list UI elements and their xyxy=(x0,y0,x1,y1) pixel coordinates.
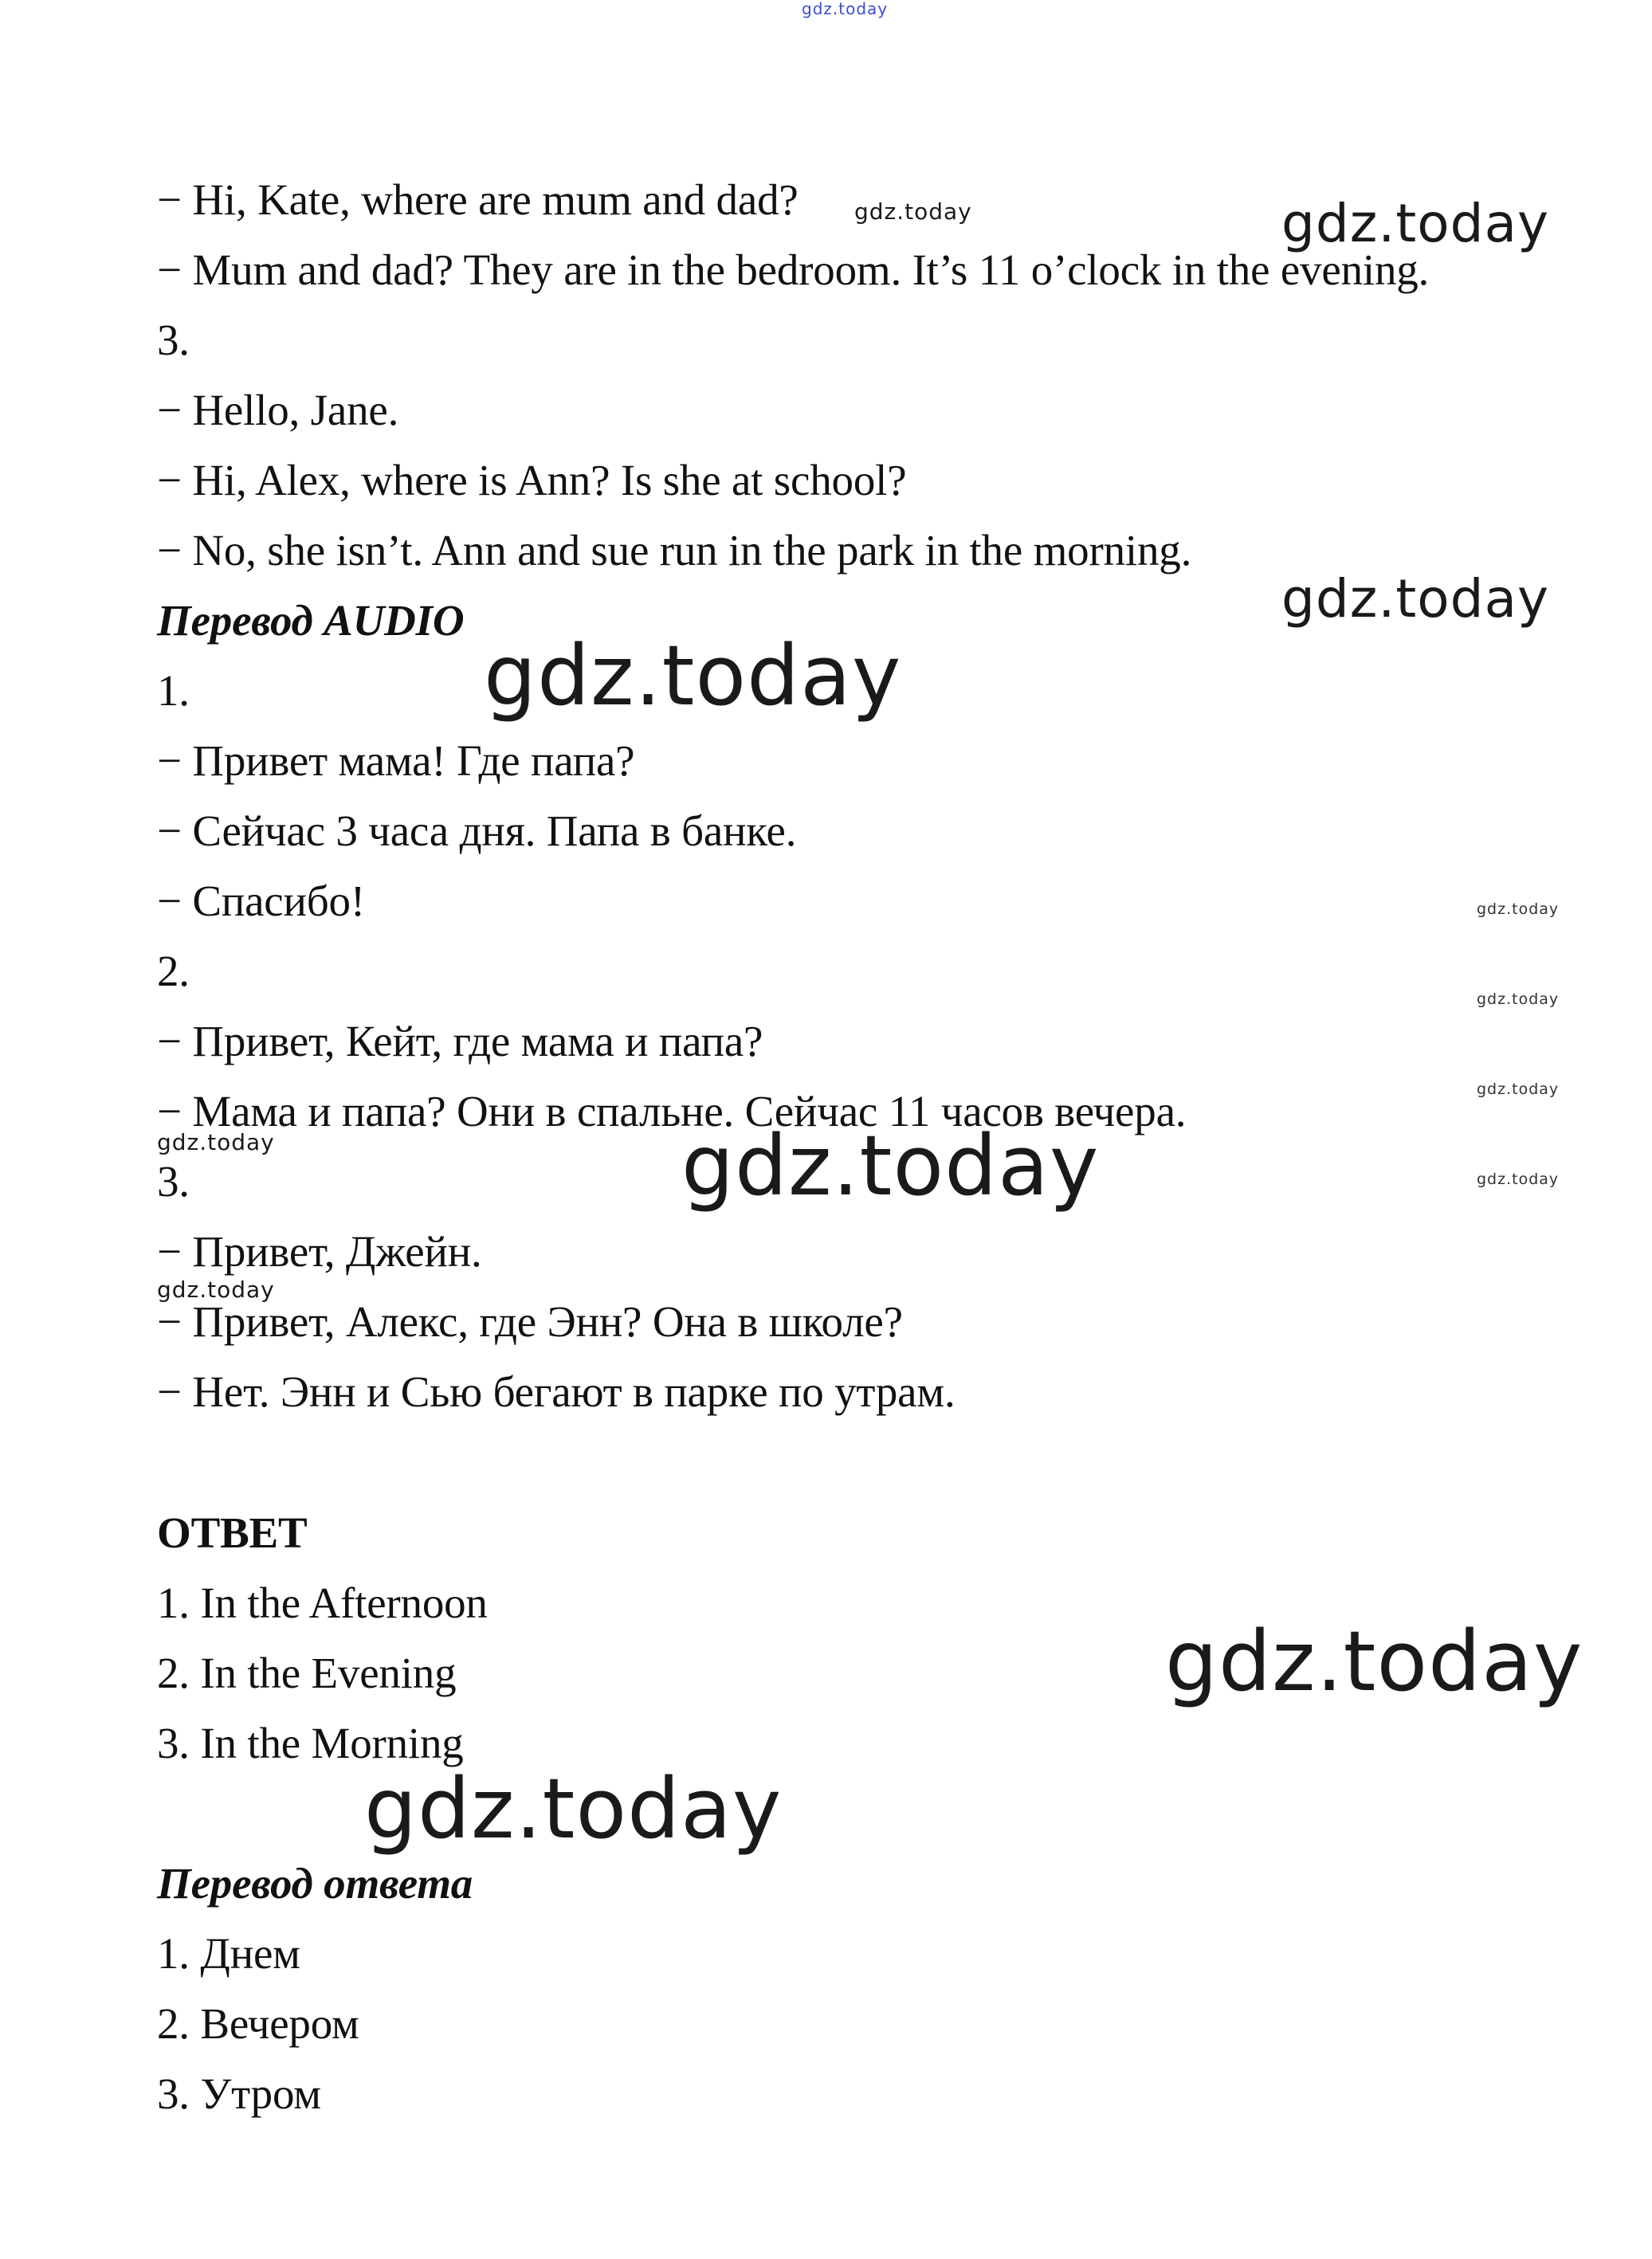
watermark: gdz.today xyxy=(1281,568,1550,629)
watermark: gdz.today xyxy=(364,1760,783,1857)
watermark: gdz.today xyxy=(1281,193,1550,254)
dialogue-line: − Привет, Джейн. xyxy=(157,1227,482,1276)
dialogue-line: − Мама и папа? Они в спальне. Сейчас 11 часов вечера. xyxy=(157,1087,1187,1135)
dialogue-line: − Hi, Kate, where are mum and dad? xyxy=(157,175,799,224)
watermark: gdz.today xyxy=(1477,990,1560,1008)
answer-translation-item: 2. Вечером xyxy=(157,1999,359,2048)
watermark: gdz.today xyxy=(1477,1171,1560,1188)
watermark: gdz.today xyxy=(1165,1613,1583,1710)
answer-item: 1. In the Afternoon xyxy=(157,1579,488,1627)
dialogue-line: − Привет, Алекс, где Энн? Она в школе? xyxy=(157,1297,903,1346)
dialogue-line: − Привет мама! Где папа? xyxy=(157,736,635,785)
watermark: gdz.today xyxy=(681,1117,1100,1214)
answer-item: 2. In the Evening xyxy=(157,1649,457,1697)
dialogue-line: − Нет. Энн и Сью бегают в парке по утрам. xyxy=(157,1367,955,1416)
section-heading-answer: ОТВЕТ xyxy=(157,1508,308,1557)
watermark: gdz.today xyxy=(1477,1080,1560,1098)
watermark: gdz.today xyxy=(1477,900,1560,918)
watermark: gdz.today xyxy=(157,1129,275,1155)
section-heading-answer-translation: Перевод ответа xyxy=(157,1859,473,1908)
dialogue-line: − Привет, Кейт, где мама и папа? xyxy=(157,1017,763,1065)
dialogue-line: − No, she isn’t. Ann and sue run in the park in the morning. xyxy=(157,526,1192,575)
item-number: 3. xyxy=(157,1157,190,1206)
watermark: gdz.today xyxy=(484,627,902,724)
watermark: gdz.today xyxy=(802,0,889,18)
watermark: gdz.today xyxy=(854,198,972,225)
item-number: 1. xyxy=(157,666,190,715)
watermark: gdz.today xyxy=(157,1277,275,1303)
dialogue-line: − Спасибо! xyxy=(157,877,365,925)
dialogue-line: − Mum and dad? They are in the bedroom. It’s 11 o’clock in the evening. xyxy=(157,245,1430,294)
dialogue-line: − Hello, Jane. xyxy=(157,386,399,434)
answer-item: 3. In the Morning xyxy=(157,1719,464,1767)
item-number: 2. xyxy=(157,947,190,995)
dialogue-line: − Hi, Alex, where is Ann? Is she at school? xyxy=(157,456,907,504)
dialogue-line: − Сейчас 3 часа дня. Папа в банке. xyxy=(157,806,797,855)
item-number: 3. xyxy=(157,316,190,364)
section-heading-translation-audio: Перевод AUDIO xyxy=(157,596,465,645)
answer-translation-item: 3. Утром xyxy=(157,2069,321,2118)
answer-translation-item: 1. Днем xyxy=(157,1929,300,1978)
